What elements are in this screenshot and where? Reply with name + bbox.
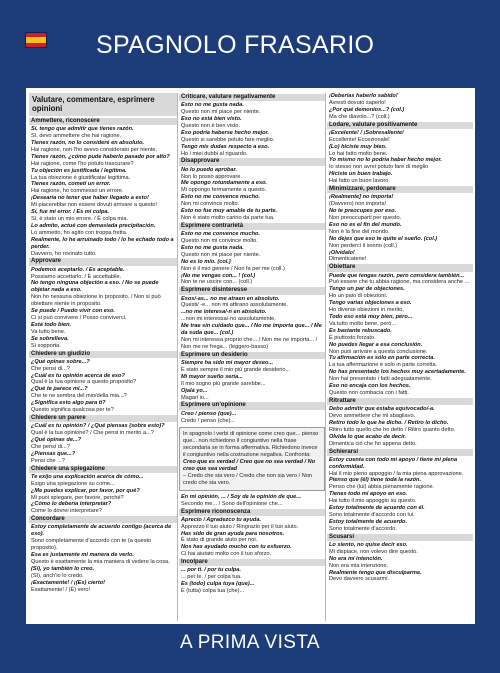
section-heading: Incolpare [179,559,325,566]
italian-translation: Hai tutto il mio appoggio su questo. [329,498,417,505]
section-heading: Scusarsi [327,534,473,541]
spanish-phrase: ¿Piensas que...? [31,450,76,457]
italian-translation: Che te ne sembra del mio/della mia...? [31,393,127,400]
italian-translation: Si sopporta. [31,342,61,349]
sheet-title: Valutare, commentare, esprimere opinioni [29,93,177,116]
italian-translation: Va tutto bene. [31,328,66,335]
section-heading: Concordare [29,516,177,523]
spanish-phrase: Sí, tengo que admitir que tienes razón. [31,126,134,133]
section-heading: Schierarsi [327,449,473,456]
spanish-phrase: Me opongo rotundamente a eso. [181,180,268,187]
italian-translation: Possiamo accettarlo. / È accettabile. [31,273,122,280]
section-heading: Lodare, valutare positivamente [327,122,473,129]
section-heading: Esprimere un desiderio [179,352,325,359]
italian-translation: Questo significa qualcosa per te? [31,407,114,414]
section-heading: Disapprovare [179,158,325,165]
spanish-phrase: ¿Cuál es tu opinión acerca de eso? [31,372,125,379]
italian-translation: Esattamente! / (È) vero! [31,586,91,593]
italian-translation: Ci si può convivere / Posso conviverci. [31,314,127,321]
italian-translation: Ma che diavolo...? (coll.) [329,113,390,120]
spanish-phrase: Todo eso está muy bien, pero... [329,313,413,320]
italian-translation: Non lo posso approvare. [181,173,242,180]
spanish-phrase: ¡Exactamente! / ¡(Es) cierto! [31,579,105,586]
italian-translation: La tua affermazione è solo in parte corretta. [329,362,438,369]
section-heading: Chiedere un parere [29,415,177,422]
spanish-phrase: Sí, fue mi error. / Es mi culpa. [31,209,110,216]
italian-translation: Ho i miei dubbi al riguardo. [181,150,248,157]
italian-translation: Dimenticatene! [329,256,367,263]
italian-translation: Sono completamente d'accordo con te (a questo proposito). [31,538,152,552]
italian-translation: Ho diverse obiezioni in merito. [329,307,404,314]
italian-translation: Secondo me... / Sono dell'opinione che... [181,500,283,507]
spanish-phrase: No tengo ninguna objeción a eso. / No se puede objetar nada a eso. [31,280,159,294]
section-heading: Obiettare [327,264,473,271]
italian-translation: Sono totalmente d'accordo con lui. [329,511,415,518]
spanish-phrase: Eso no es el fin del mundo. [329,221,402,228]
italian-translation: Sì, è stato un mio errore. / È colpa mia. [31,215,129,222]
italian-translation: È (tutta) colpa tua (che)... [181,588,245,595]
italian-translation: Ritiro tutto quello che ho detto / Ritiro quanto detto. [329,426,456,433]
spanish-phrase: ¿Significa esto algo para ti? [31,400,106,407]
section-heading: Criticare, valutare negativamente [179,94,325,101]
italian-translation: Hai il mio pieno appoggio / la mia piena approvazione. [329,470,464,477]
spanish-phrase: No te preocupes por eso. [329,208,397,215]
spanish-phrase: Se puede / Puedo vivir con eso. [31,308,115,315]
italian-translation: Mi piacerebbe non essere dovuti arrivare a questo! [31,202,157,209]
italian-translation: È stato sempre il mio più grande desiderio... [181,366,291,373]
spanish-phrase: Es bastante rebuscado. [329,327,392,334]
spanish-phrase: Eso podría haberse hecho mejor. [181,129,269,136]
italian-translation: Che pensi di...? [31,365,70,372]
spanish-phrase: Esto no me convence mucho. [181,231,260,238]
italian-translation: Ho un paio di obiezioni. [329,293,388,300]
section-heading: Minimizzare, perdonare [327,186,473,193]
spanish-phrase: Esto no me gusta nada. [181,244,244,251]
italian-translation: Esigo una spiegazione su come... [31,480,115,487]
italian-translation: Magari io... [181,394,209,401]
italian-translation: Non era mia intenzione. [329,562,389,569]
spanish-phrase: ¡Realmente] no importa! [329,194,394,201]
spanish-phrase: No era mi intención. [329,555,383,562]
spanish-phrase: Se sobrelleva. [31,335,69,342]
spanish-phrase: ¡Desearía no tener que haber llegado a esto! [31,195,149,202]
italian-translation: Sono totalmente d'accordo. [329,525,397,532]
italian-translation: Non è la fine del mondo. [329,228,390,235]
spanish-phrase: Olvida lo que acabo de decir. [329,433,407,440]
italian-translation: È piuttosto forzato. [329,334,376,341]
spanish-phrase: Creo / pienso (que)... [181,410,237,417]
spanish-phrase: Aprecio / Agradezco tu ayuda. [181,516,261,523]
spanish-phrase: (Sí), yo también lo creo. [31,565,95,572]
spanish-phrase: Es (todo) culpa tuya (que)... [181,581,255,588]
spanish-phrase: Esos/-as... no me atraen en absoluto. [181,295,280,302]
spanish-phrase: Te exijo una explicación acerca de cómo... [31,473,144,480]
spanish-phrase: ¡Deberías haberlo sabido! [329,93,398,99]
spanish-phrase: Esto no fue muy amable de tu parte. [181,208,278,215]
spanish-phrase: Lo siento, no quise decir eso. [329,541,408,548]
spanish-phrase: ¿Qué opinas sobre...? [31,358,90,365]
spanish-phrase: Tienes todo mi apoyo en eso. [329,491,408,498]
italian-translation: Credo / penso (che)... [181,417,236,424]
spanish-phrase: Tienes razón, cometí un error. [31,181,111,188]
spanish-phrase: Debo admitir que estaba equivocado/-a. [329,406,435,413]
italian-translation: Questo non combacia con i fatti. [329,389,409,396]
italian-translation: Non mi convince molto. [181,201,240,208]
phrasebook-sheet [26,88,475,624]
spanish-phrase: ¿Por qué demonios...? (col.) [329,106,405,113]
italian-translation: Mi puoi spiegare, per favore, perché? [31,494,124,501]
italian-translation: Questo è esattamente la mia maniera di vedere la cosa. [31,558,170,565]
italian-translation: Dimentica ciò che ho appena detto. [329,440,417,447]
spanish-phrase: ¿Cuál es tu opinión? / ¿Qué piensas (sobre esto)? [31,423,165,430]
italian-translation: Non hai presentato i fatti adeguatamente. [329,376,432,383]
spanish-phrase: ¿Me puedes explicar, por favor, por qué? [31,487,140,494]
italian-translation: Può essere che tu abbia ragione, ma considera anche ... [329,279,470,286]
section-heading: Esprimere un'opinione [179,402,325,409]
spanish-phrase: Hiciste un buen trabajo. [329,171,393,178]
italian-translation: Come lo dovrei interpretare? [31,508,102,515]
spanish-phrase: ...no me interesa/-n en absoluto. [181,309,267,316]
spanish-phrase: Tengo varias objeciones a eso. [329,300,412,307]
column-1 [29,93,177,621]
italian-translation: Hai ragione, non l'ho avevo considerato per niente. [31,146,158,153]
spanish-phrase: Estoy completamente de acuerdo contigo (acerca de eso). [31,524,172,538]
italian-translation: Questo si sarebbe potuto fare meglio. [181,136,275,143]
spanish-phrase: Podemos aceptarlo. / Es aceptable. [31,266,125,273]
italian-translation: Hai fatto un buon lavoro. [329,178,390,185]
italian-translation: Questo non è ben visto. [181,122,241,129]
italian-translation: Che pensi di...? [31,443,70,450]
spanish-phrase: Pienso que (él) tiene toda la razón. [329,477,422,484]
spanish-phrase: Estoy totalmente de acuerdo con él. [329,505,425,512]
spanish-phrase: En mi opinión, ... / Soy de la opinión de que... [181,493,301,500]
spanish-phrase: Tienes razón, no lo consideré en absoluto. [31,140,145,147]
footer-label: A PRIMA VISTA [180,632,320,653]
italian-translation: Il mio sogno più grande sarebbe... [181,380,266,387]
italian-translation: Non è il mio genere / Non fa per me (coll.) [181,265,285,272]
italian-translation: (Davvero) non importa! [329,201,387,208]
spanish-phrase: Tengo un par de objeciones. [329,286,405,293]
italian-translation: Io stesso non avrei potuto fare di meglio [329,164,429,171]
section-heading: Esprimere disinteresse [179,287,325,294]
spanish-phrase: Tienes razón, ¿cómo pude haberlo pasado por alto? [31,153,170,160]
italian-translation: Pensi che ...? [31,457,65,464]
spanish-phrase: ¡No me vengas con... ! (col.) [181,272,256,279]
note-text: In spagnolo i verbi di opinione come creo que... pienso que... non richiedono il congiuntivo nella frase secondaria se in forma affermativa. Richiedono invece il congiuntivo nella costruzione negativa. Confronta: [183,431,319,459]
italian-translation: ... per te. / per colpa tua. [181,574,242,581]
spanish-phrase: Retiro todo lo que he dicho. / Retiro lo dicho. [329,419,449,426]
italian-translation: Non è stato molto carino da parte tua. [181,215,275,221]
italian-translation: Mi oppongo fermamente a questo. [181,187,267,194]
italian-translation: Questi/ -e... non mi attirano assolutamente. [181,302,288,309]
italian-translation: La tua obiezione è giustificata/ legittima. [31,174,131,181]
italian-translation: Eccellente! Eccezionale! [329,136,390,143]
italian-translation: Non mi interessa proprio che... / Non me ne importa... / Non me ne frega... (leggero-basso) [181,337,318,350]
spanish-phrase: Me trae sin cuidado que... / No me importa que... / Me da suda que... (col.) [181,323,322,337]
italian-translation: Non te ne uscire con... (coll.) [181,279,253,286]
italian-translation: Questo non mi piace per niente. [181,109,261,116]
spanish-phrase: ¡Excelente! / ¡Sobresaliente! [329,129,404,136]
spanish-phrase: Mi mayor sueño sería... [181,373,243,380]
section-heading: Ritrattare [327,398,473,405]
note-text: – Credo che sia vero / Credo che non sia vero / Non credo che sia vero. [183,472,313,486]
italian-translation: Avresti dovuto saperlo! [329,99,386,106]
spanish-phrase: Lo admito, actué con demasiada precipitación. [31,222,156,229]
italian-translation: Qual è la tua opinione? / Che pensi in merito a...? [31,430,154,437]
spanish-phrase: No dejes que eso te quite el sueño. (col.) [329,235,438,242]
italian-translation: ...non mi interessa/-no assolutamente. [181,316,276,323]
italian-translation: Sì, devo ammettere che hai ragione. [31,133,122,140]
italian-translation: Hai ragione, come l'ho potuto trascurare? [31,160,134,167]
spanish-phrase: Realmente tengo que disculparme. [329,569,422,576]
section-heading: Approvare [29,258,177,265]
spanish-phrase: Estoy totalmente de acuerdo. [329,518,408,525]
spain-flag-icon [25,32,47,48]
spanish-phrase: Siempre ha sido mi mayor deseo... [181,360,274,367]
section-heading: Esprimere riconoscenza [179,509,325,516]
italian-translation: Mi dispiace, non volevo dire questo. [329,548,418,555]
spanish-phrase: ... por ti. / por tu culpa. [181,567,241,574]
section-heading: Chiedere un giudizio [29,351,177,358]
italian-translation: Ci hai aiutato molto con il tuo sforzo. [181,551,272,558]
italian-translation: Devo ammettere che mi sbagliavo. [329,412,416,419]
spanish-phrase: Eso no está bien visto. [181,116,242,123]
section-heading: Esprimere contrarietà [179,223,325,230]
spanish-phrase: Realmente, lo he arruinado todo / lo he echado todo a perder. [31,236,174,250]
spanish-phrase: Esto no me convence mucho. [181,194,260,201]
spanish-phrase: Tu objeción es justificada / legítima. [31,167,127,174]
grammar-note-box [179,427,325,490]
spanish-phrase: Estoy cuenta con todo mi apoyo / tiene mi plena conformidad. [329,456,458,470]
spanish-phrase: Ojalá yo... [181,387,208,394]
spanish-phrase: ¿Qué te parece mi...? [31,386,88,393]
italian-translation: Apprezzo il tuo aiuto / Ringrazio per il tuo aiuto. [181,523,299,530]
spanish-phrase: ¡Olvídalo! [329,249,355,256]
italian-translation: Devo davvero scusarmi. [329,576,389,583]
italian-translation: Qual è la tua opinione a questo proposito? [31,379,137,386]
spanish-phrase: Has sido de gran ayuda para nosotros. [181,530,285,537]
spanish-phrase: Yo mismo no lo podría haber hecho mejor. [329,157,442,164]
column-3 [325,93,473,621]
italian-translation: Non preoccuparti per questo. [329,215,402,221]
page-title: SPAGNOLO FRASARIO [96,31,375,59]
spanish-phrase: Puede que tengas razón, pero considera también... [329,272,465,279]
section-heading: Chiedere una spiegazione [29,466,177,473]
section-heading: Ammettere, riconoscere [29,118,177,125]
italian-translation: Questo non mi convince molto. [181,238,258,245]
spanish-phrase: No es lo mío. (col.) [181,258,231,265]
column-2 [177,93,325,621]
spanish-phrase: Está todo bien. [31,321,72,328]
spanish-phrase: Nos has ayudado mucho con tu esfuerzo. [181,544,292,551]
spanish-phrase: Esto no me gusta nada. [181,102,244,109]
spanish-phrase: No puedes llegar a esa conclusión. [329,341,423,348]
spanish-phrase: Eso no encaja con los hechos. [329,383,411,390]
note-example: Creo que es verdad / Creo que no sea verdad / No creo que sea verdad [183,459,316,472]
italian-translation: (Sì), anch'io lo credo. [31,572,84,579]
italian-translation: È stato di grande aiuto per noi. [181,537,258,544]
italian-translation: Questo non mi piace per niente. [181,251,261,258]
spanish-phrase: ¿Qué opinas de...? [31,436,82,443]
italian-translation: Non ho nessuna obiezione in proposito. / Non si può obiettare niente in proposito. [31,294,161,308]
italian-translation: Va tutto molto bene, però... [329,320,397,327]
italian-translation: Non perderci il sonno (coll.) [329,242,398,249]
italian-translation: Davvero, ho rovinato tutto. [31,250,97,257]
header [0,0,500,88]
italian-translation: Hai ragione, ho commesso un errore. [31,188,124,195]
spanish-phrase: Tengo mis dudas respecto a eso. [181,143,270,150]
spanish-phrase: (Lo) hiciste muy bien. [329,143,387,150]
spanish-phrase: No has presentado los hechos muy acertadamente. [329,369,466,376]
italian-translation: Lo hai fatto molto bene. [329,150,388,157]
spanish-phrase: Esa es justamente mi manera de verlo. [31,552,134,559]
italian-translation: Non puoi arrivare a questa conclusione. [329,348,428,355]
spanish-phrase: No lo puedo aprobar. [181,166,237,173]
italian-translation: Penso che (lui) abbia pienamente ragione. [329,484,435,491]
spanish-phrase: ¿Cómo lo debería interpretar? [31,501,112,508]
italian-translation: Lo ammetto, ho agito con troppa fretta. [31,229,128,236]
spanish-phrase: Tu afirmación es sólo en parte correcta. [329,355,435,362]
